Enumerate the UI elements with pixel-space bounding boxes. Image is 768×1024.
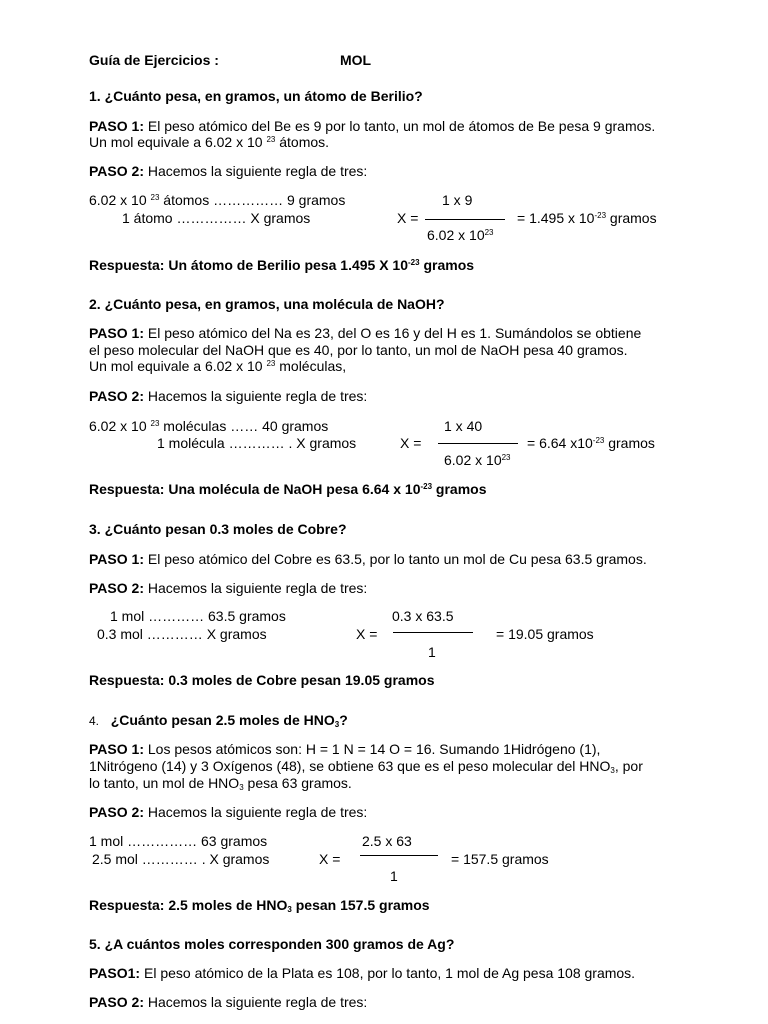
q4-numerator: 2.5 x 63 [362, 833, 412, 849]
q1-numerator: 1 x 9 [442, 192, 473, 208]
q4-answer: Respuesta: 2.5 moles de $HNO_3$ pesan 157.5 gramos [89, 897, 430, 914]
q2-paso2: PASO 2: Hacemos la siguiente regla de tres: [89, 388, 368, 404]
q1-answer: Respuesta: Un átomo de Berilio pesa 1.495 X $10^{-23}$ gramos [89, 257, 475, 273]
q4-rule-row1: 1 mol …………… 63 gramos [89, 833, 268, 849]
q3-rule-row2: 0.3 mol ………… X gramos [97, 626, 267, 642]
q1-rule-row2: 1 átomo …………… X gramos [122, 210, 311, 226]
q5-paso1: PASO1: El peso atómico de la Plata es 108, por lo tanto, 1 mol de Ag pesa 108 gramos. [89, 965, 636, 981]
question-5-title: 5. ¿A cuántos moles corresponden 300 gramos de Ag? [89, 936, 455, 952]
question-2-title: 2. ¿Cuánto pesa, en gramos, una molécula de NaOH? [89, 296, 445, 312]
q3-fraction-line [393, 632, 473, 633]
q1-result: = 1.495 x $10^{-23}$ gramos [517, 210, 657, 226]
q4-paso1-line1: PASO 1: Los pesos atómicos son: H = 1 N = 14 O = 16. Sumando 1Hidrógeno (1), [89, 741, 601, 757]
q3-paso1: PASO 1: El peso atómico del Cobre es 63.5, por lo tanto un mol de Cu pesa 63.5 gramos. [89, 551, 647, 567]
q1-fraction-line [425, 219, 505, 220]
q2-answer: Respuesta: Una molécula de NaOH pesa 6.64 x $10^{-23}$ gramos [89, 481, 487, 497]
q2-paso1-line3: Un mol equivale a 6.02 x 10 $^{23}$ moléculas, [89, 358, 347, 374]
guide-topic: MOL [340, 52, 372, 68]
q2-denominator: 6.02 x $10^{23}$ [444, 452, 511, 468]
q2-paso1-line1: PASO 1: El peso atómico del Na es 23, del O es 16 y del H es 1. Sumándolos se obtiene [89, 325, 642, 341]
q4-result: = 157.5 gramos [451, 851, 549, 867]
q2-rule-row2: 1 molécula ………… . X gramos [157, 435, 357, 451]
q1-paso1-line2: Un mol equivale a 6.02 x 10 $^{23}$ átomos. [89, 134, 330, 150]
q4-paso1-line3: lo tanto, un mol de $HNO_3$ pesa 63 gramos. [89, 775, 352, 792]
q4-denominator: 1 [390, 868, 398, 884]
q3-x-equals: X = [356, 626, 378, 642]
q5-paso2: PASO 2: Hacemos la siguiente regla de tres: [89, 994, 368, 1010]
q3-rule-row1: 1 mol ………… 63.5 gramos [110, 608, 286, 624]
q2-fraction-line [438, 443, 518, 444]
q1-paso2: PASO 2: Hacemos la siguiente regla de tres: [89, 163, 368, 179]
q4-rule-row2: 2.5 mol ………… . X gramos [92, 851, 270, 867]
q2-numerator: 1 x 40 [444, 418, 483, 434]
q3-denominator: 1 [428, 644, 436, 660]
q4-fraction-line [360, 855, 438, 856]
q1-rule-row1: 6.02 x 10 $^{23}$ átomos …………… 9 gramos [89, 192, 346, 208]
q1-paso1-line1: PASO 1: El peso atómico del Be es 9 por lo tanto, un mol de átomos de Be pesa 9 gramos. [89, 118, 656, 134]
q2-result: = 6.64 $x10^{-23}$ gramos [527, 435, 655, 451]
guide-title: Guía de Ejercicios : [89, 52, 219, 68]
question-1-title: 1. ¿Cuánto pesa, en gramos, un átomo de Berilio? [89, 88, 423, 104]
q4-paso1-line2: 1Nitrógeno (14) y 3 Oxígenos (48), se obtiene 63 que es el peso molecular del $HNO_3$, por [89, 758, 643, 775]
q4-x-equals: X = [319, 851, 341, 867]
q3-numerator: 0.3 x 63.5 [392, 608, 454, 624]
q3-paso2: PASO 2: Hacemos la siguiente regla de tres: [89, 580, 368, 596]
question-4-title: 4. ¿Cuánto pesan 2.5 moles de $HNO_3$? [89, 712, 348, 729]
question-3-title: 3. ¿Cuánto pesan 0.3 moles de Cobre? [89, 521, 347, 537]
q1-denominator: 6.02 x $10^{23}$ [427, 227, 494, 243]
q1-x-equals: X = [397, 210, 419, 226]
q2-x-equals: X = [400, 435, 422, 451]
q4-paso2: PASO 2: Hacemos la siguiente regla de tres: [89, 804, 368, 820]
q2-paso1-line2: el peso molecular del NaOH que es 40, por lo tanto, un mol de NaOH pesa 40 gramos. [89, 342, 628, 358]
q3-result: = 19.05 gramos [496, 626, 594, 642]
q2-rule-row1: 6.02 x 10 $^{23}$ moléculas …… 40 gramos [89, 418, 329, 434]
q3-answer: Respuesta: 0.3 moles de Cobre pesan 19.05 gramos [89, 672, 435, 688]
